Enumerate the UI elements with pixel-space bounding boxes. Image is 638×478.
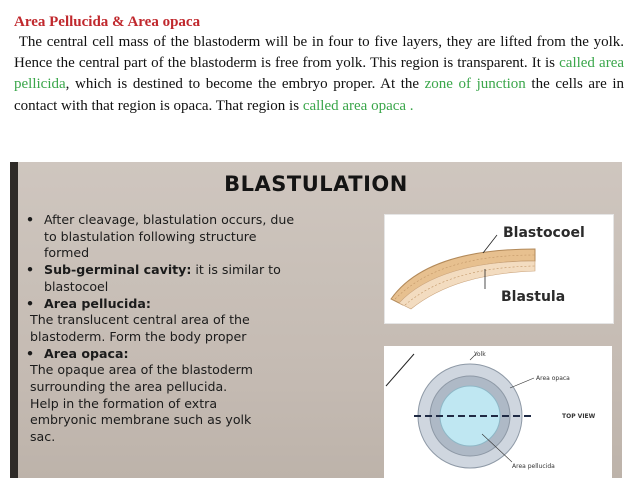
bullet-line: it is similar to (191, 262, 281, 278)
slide-title: BLASTULATION (224, 172, 408, 196)
bullet-dot: • (26, 212, 35, 227)
bullet-line: blastoderm. Form the body proper (30, 328, 247, 344)
top-view-illustration (384, 346, 612, 478)
bullet-dot: • (26, 295, 35, 311)
area-opaca-label: Area opaca (536, 375, 570, 382)
bullet-term: Sub-germinal cavity: (44, 262, 192, 278)
highlight-area-pellicida: called area pellicida (14, 55, 625, 93)
highlight-area-opaca: called area opaca . (302, 97, 414, 114)
blastula-diagram (384, 214, 614, 324)
blastulation-slide (10, 162, 622, 478)
bullet-dot: • (26, 262, 35, 278)
paragraph-text-1: The central cell mass of the blastoderm will be in four to five layers, they are lifted from the yolk. Hence the central part of the blastoderm is free from yolk. This region is transparent. It is (14, 34, 624, 72)
paragraph-text-3: the cells are in contact with that region is opaca. That region is (14, 76, 624, 114)
bullet-line: The opaque area of the blastoderm (30, 362, 253, 378)
top-view-label: TOP VIEW (562, 413, 596, 420)
paragraph-text-2: , which is destined to become the embryo proper. At the (65, 76, 425, 93)
bullet-line: sac. (30, 429, 56, 445)
bullet-line: surrounding the area pellucida. (30, 379, 228, 395)
description-paragraph (14, 32, 624, 117)
bullet-line: After cleavage, blastulation occurs, due (44, 212, 295, 227)
yolk-label: Yolk (474, 351, 486, 358)
bullet-item (22, 212, 382, 229)
bullet-line: The translucent central area of the (30, 312, 250, 328)
blastocoel-label: Blastocoel (503, 225, 585, 241)
bullet-line: formed (44, 245, 90, 261)
section-title: Area Pellucida & Area opaca (14, 14, 201, 30)
bullet-item (22, 262, 382, 279)
bullet-list (22, 212, 382, 446)
text-section (14, 13, 624, 117)
bullet-line: Help in the formation of extra (30, 395, 218, 411)
bullet-line: blastocoel (44, 278, 109, 294)
bullet-item (22, 296, 382, 313)
bullet-term: Area pellucida: (44, 295, 151, 311)
bullet-item (22, 346, 382, 363)
blastula-illustration (385, 215, 613, 323)
bullet-line: embryonic membrane such as yolk (30, 412, 252, 428)
area-top-view-diagram (384, 346, 612, 478)
blastula-label: Blastula (501, 289, 566, 305)
highlight-zone-of-junction: zone of junction (424, 76, 526, 93)
bullet-dot: • (26, 345, 35, 361)
bullet-line: to blastulation following structure (44, 228, 257, 244)
area-pellucida-label: Area pellucida (512, 463, 555, 470)
bullet-term: Area opaca: (44, 345, 129, 361)
